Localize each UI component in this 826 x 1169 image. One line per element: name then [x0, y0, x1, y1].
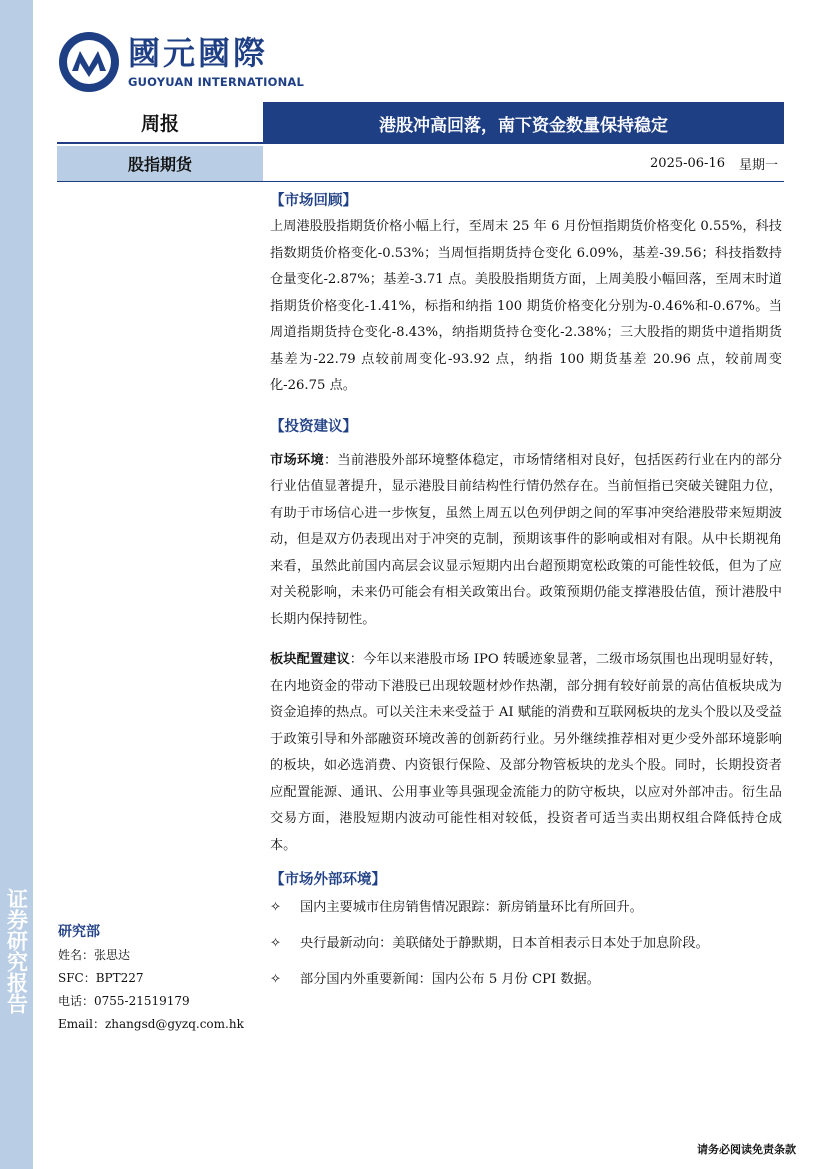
list-item — [270, 897, 782, 919]
list-item — [270, 933, 782, 955]
external-env-list — [270, 897, 782, 991]
company-logo — [58, 30, 304, 94]
list-item — [270, 969, 782, 991]
report-type-label: 周报 — [57, 102, 263, 144]
external-env-heading: 【市场外部环境】 — [270, 871, 386, 888]
investment-advice-heading: 【投资建议】 — [270, 417, 357, 435]
market-review-heading: 【市场回顾】 — [270, 192, 357, 209]
market-environment-text: ：当前港股外部环境整体稳定，市场情绪相对良好，包括医药行业在内的部分行业估值显著提升，显示港股目前结构性行情仍然存在。当前恒指已突破关键阻力位，有助于市场信心进一步恢复，虽然上周五以色列伊朗之间的军事冲突给港股带来短期波动，但是双方仍表现出对于冲突的克制，预期该事件的影响或相对有限。从中长期视角来看，虽然此前国内高层会议显示短期内出台超预期宽松政策的可能性较低，但为了应对关税影响，未来仍可能会有相关政策出台。政策预期仍能支撑港股估值，预计港股中长期内保持韧性。 — [270, 452, 783, 627]
email-address: Email：zhangsd@gyzq.com.hk — [58, 1017, 244, 1031]
report-date: 2025-06-16 — [650, 156, 725, 171]
header-row — [57, 102, 784, 144]
contact-info — [58, 920, 258, 1036]
logo-name-cn: 國元國際 — [128, 34, 269, 72]
analyst-name: 姓名：张思达 — [58, 948, 131, 962]
phone-number: 电话：0755-21519179 — [58, 994, 190, 1008]
logo-name-en: GUOYUAN INTERNATIONAL — [128, 75, 305, 89]
list-item-text: 部分国内外重要新闻：国内公布 5 月份 CPI 数据。 — [300, 972, 600, 987]
disclaimer-note: 请务必阅读免责条款 — [697, 1143, 796, 1156]
report-title: 港股冲高回落，南下资金数量保持稳定 — [263, 102, 784, 144]
star-bullet-icon: ✧ — [270, 936, 282, 951]
star-bullet-icon: ✧ — [270, 900, 282, 915]
market-environment-label: 市场环境 — [270, 452, 324, 468]
sfc-number: SFC：BPT227 — [58, 971, 144, 985]
list-item-text: 国内主要城市住房销售情况跟踪：新房销量环比有所回升。 — [300, 900, 643, 915]
category-label: 股指期货 — [57, 146, 263, 181]
sector-advice-paragraph — [270, 647, 782, 859]
guoyuan-logo-icon — [58, 31, 120, 93]
list-item-text: 央行最新动向：美联储处于静默期，日本首相表示日本处于加息阶段。 — [300, 936, 709, 951]
sector-advice-text: ：今年以来港股市场 IPO 转暖迹象显著，二级市场氛围也出现明显好转，在内地资金的带动下港股已出现较题材炒作热潮，部分拥有较好前景的高估值板块成为资金追捧的热点。可以关注未来受益于 AI 赋能的消费和互联网板块的龙头个股以及受益于政策引导和外部融资环境改善的创新药行业。另外继续推荐相对更少受外部环境影响的板块，如必选消费、内资银行保险、及部分物管板块的龙头个股。同时，长期投资者应配置能源、通讯、公用事业等具强现金流能力的防守板块，以应对外部冲击。衍生品交易方面，港股短期内波动可能性相对较低，投资者可适当卖出期权组合降低持仓成本。 — [270, 652, 783, 853]
star-bullet-icon: ✧ — [270, 972, 282, 987]
subheader-row — [57, 146, 784, 182]
main-content — [270, 188, 782, 1005]
date-area — [650, 146, 778, 181]
department-heading: 研究部 — [58, 924, 100, 940]
vertical-report-label: 证券研究报告 — [4, 888, 30, 1014]
market-environment-paragraph — [270, 448, 782, 634]
sector-advice-label: 板块配置建议 — [270, 652, 350, 667]
market-review-text: 上周港股股指期货价格小幅上行，至周末 25 年 6 月份恒指期货价格变化 0.55%，科技指数期货价格变化-0.53%；当周恒指期货持仓变化 6.09%，基差-39.56；科技指数持仓量变化-2.87%；基差-3.71 点。美股股指期货方面，上周美股小幅回落，至周末时道指期货价格变化-1.41%，标指和纳指 100 期货价格变化分别为-0.46%和-0.67%。当周道指期货持仓变化-8.43%，纳指期货持仓变化-2.38%；三大股指的期货中道指期货基差为-22.79 点较前周变化-93.92 点，纳指 100 期货基差 20.96 点，较前周变化-26.75 点。 — [270, 219, 782, 393]
report-weekday: 星期一 — [738, 158, 778, 173]
